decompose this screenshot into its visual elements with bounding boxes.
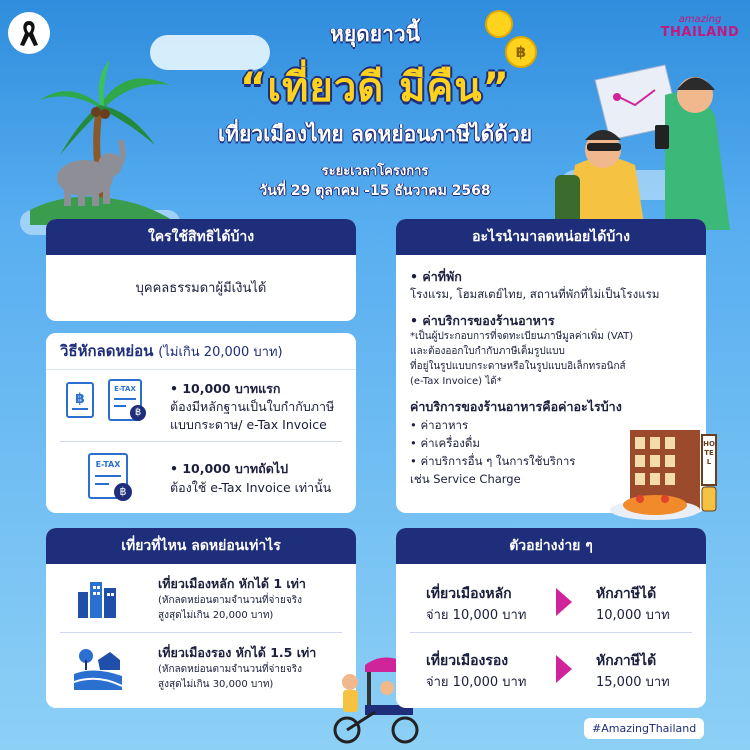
food-note-4: (e-Tax Invoice) ได้* — [410, 376, 502, 387]
method-item2-heading: • 10,000 บาทถัดไป — [170, 461, 289, 476]
secondary-city-heading: เที่ยวเมืองรอง หักได้ 1.5 เท่า — [158, 645, 317, 660]
service-list-heading: ค่าบริการของร้านอาหารคือค่าอะไรบ้าง — [410, 399, 622, 414]
example-row2-right-value: 15,000 บาท — [596, 675, 670, 690]
where-card — [46, 528, 356, 708]
baht-coin-icon: ฿ — [130, 405, 146, 421]
countryside-icon — [74, 646, 122, 690]
lodging-heading: • ค่าที่พัก — [410, 269, 462, 284]
baht-coin-icon-2: ฿ — [114, 483, 132, 501]
who-card-title: ใครใช้สิทธิได้บ้าง — [46, 219, 356, 255]
etax-document-icon — [108, 379, 146, 423]
method-card — [46, 333, 356, 513]
lodging-body: โรงแรม, โฮมสเตย์ไทย, สถานที่พักที่ไม่เป็นโรงแรม — [410, 287, 660, 301]
method-item1-line1: ต้องมีหลักฐานเป็นใบกำกับภาษี — [170, 399, 335, 414]
etax-label: E-TAX — [114, 385, 136, 393]
main-city-note-1: (หักลดหย่อนตามจำนวนที่จ่ายจริง — [158, 595, 302, 606]
food-note-1: *เป็นผู้ประกอบการที่จดทะเบียนภาษีมูลค่าเพิ่ม (VAT) — [410, 331, 634, 342]
service-item-drink: • ค่าเครื่องดื่ม — [410, 436, 480, 450]
food-note-3: ที่อยู่ในรูปแบบกระดาษหรือในรูปแบบอิเล็กทรอนิกส์ — [410, 361, 626, 372]
secondary-city-note-2: สูงสุดไม่เกิน 30,000 บาท) — [158, 679, 274, 690]
example-row1-arrow-icon — [556, 588, 572, 616]
example-row2-right-heading: หักภาษีได้ — [596, 653, 657, 669]
hotel-sign — [702, 440, 716, 467]
logo-small-text: amazing — [678, 14, 722, 25]
where-card-title: เที่ยวที่ไหน ลดหย่อนเท่าไร — [46, 528, 356, 564]
food-heading: • ค่าบริการของร้านอาหาร — [410, 313, 555, 328]
service-item-food: • ค่าอาหาร — [410, 418, 469, 432]
etax-document-icon-2 — [88, 453, 134, 501]
example-divider — [410, 632, 692, 633]
method-item1-heading: • 10,000 บาทแรก — [170, 381, 281, 396]
service-list-tail: เช่น Service Charge — [410, 472, 521, 486]
logo-main-text: THAILAND — [660, 25, 740, 40]
example-row2-left-value: จ่าย 10,000 บาท — [426, 675, 527, 690]
paper-receipt-icon — [64, 381, 100, 421]
etax-label-2: E-TAX — [95, 460, 121, 469]
method-card-header — [46, 333, 356, 370]
example-row2-arrow-icon — [556, 655, 572, 683]
who-card — [46, 219, 356, 321]
example-card — [396, 528, 706, 708]
main-city-heading: เที่ยวเมืองหลัก หักได้ 1 เท่า — [158, 576, 306, 591]
coin-baht-icon: ฿ — [505, 36, 537, 68]
hotel-sign-text: HOTEL — [703, 440, 715, 466]
city-buildings-icon — [76, 578, 120, 618]
amazing-thailand-logo — [660, 14, 740, 40]
who-card-body: บุคคลธรรมดาผู้มีเงินได้ — [135, 281, 267, 296]
food-note-2: และต้องออกใบกำกับภาษีเต็มรูปแบบ — [410, 346, 565, 357]
subheadline: เที่ยวเมืองไทย ลดหย่อนภาษีได้ด้วย — [217, 122, 533, 146]
header-top-line: หยุดยาวนี้ — [329, 22, 421, 46]
where-divider — [60, 632, 342, 633]
period-label: ระยะเวลาโครงการ — [321, 164, 429, 179]
example-row1-right-heading: หักภาษีได้ — [596, 586, 657, 602]
example-row2-left-heading: เที่ยวเมืองรอง — [426, 653, 509, 669]
what-card-title: อะไรนำมาลดหน่อยได้บ้าง — [396, 219, 706, 255]
method-item1-line2: แบบกระดาษ/ e-Tax Invoice — [170, 417, 327, 432]
hashtag-badge: #AmazingThailand — [584, 718, 704, 739]
main-city-note-2: สูงสุดไม่เกิน 20,000 บาท) — [158, 610, 274, 621]
example-row1-right-value: 10,000 บาท — [596, 608, 670, 623]
period-dates: วันที่ 29 ตุลาคม -15 ธันวาคม 2568 — [259, 183, 491, 199]
service-item-other: • ค่าบริการอื่น ๆ ในการใช้บริการ — [410, 454, 576, 468]
method-divider — [60, 441, 342, 442]
mourning-ribbon-icon — [8, 12, 50, 54]
example-row1-left-heading: เที่ยวเมืองหลัก — [426, 586, 512, 602]
method-card-title: วิธีหักลดหย่อน — [60, 342, 154, 360]
example-card-title: ตัวอย่างง่าย ๆ — [396, 528, 706, 564]
example-row1-left-value: จ่าย 10,000 บาท — [426, 608, 527, 623]
secondary-city-note-1: (หักลดหย่อนตามจำนวนที่จ่ายจริง — [158, 664, 302, 675]
headline: “เที่ยวดี มีคืน” — [240, 65, 510, 111]
svg-text:฿: ฿ — [75, 391, 85, 407]
method-card-title-note: (ไม่เกิน 20,000 บาท) — [158, 345, 283, 360]
method-item2-line1: ต้องใช้ e-Tax Invoice เท่านั้น — [170, 480, 332, 495]
